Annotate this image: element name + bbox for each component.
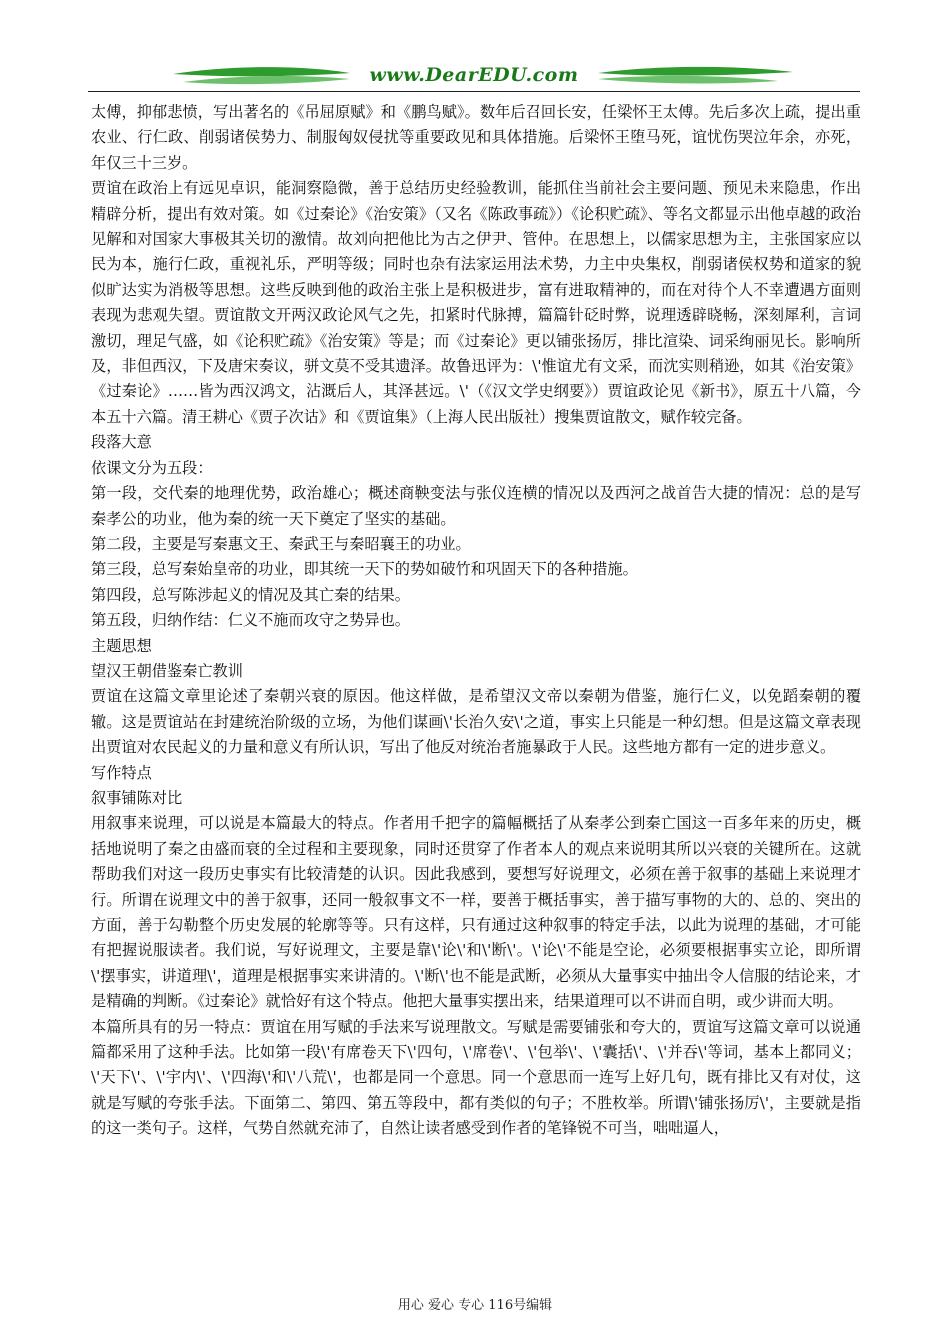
subheading: 望汉王朝借鉴秦亡教训 — [91, 661, 243, 680]
page-header — [88, 60, 860, 94]
paragraph: 第四段，总写陈涉起义的情况及其亡秦的结果。 — [91, 585, 410, 604]
document-body — [91, 100, 861, 1142]
section-heading: 写作特点 — [91, 763, 152, 782]
paragraph: 贾谊在这篇文章里论述了秦朝兴衰的原因。他这样做，是希望汉文帝以秦朝为借鉴，施行仁义，以免蹈秦朝的覆辙。这是贾谊站在封建统治阶级的立场，为他们谋画\'长治久安\'之道，事实上只能是一种幻想。但是这篇文章表现出贾谊对农民起义的力量和意义有所认识，写出了他反对统治者施暴政于人民。这些地方都有一定的进步意义。 — [91, 687, 861, 757]
paragraph: 第一段，交代秦的地理优势，政治雄心；概述商鞅变法与张仪连横的情况以及西河之战首告大捷的情况：总的是写秦孝公的功业，他为秦的统一天下奠定了坚实的基础。 — [91, 484, 861, 528]
paragraph: 第二段，主要是写秦惠文王、秦武王与秦昭襄王的功业。 — [91, 534, 471, 553]
header-rule — [88, 91, 860, 92]
page-footer: 用心 爱心 专心 116号编辑 — [397, 1298, 553, 1313]
paragraph: 贾谊在政治上有远见卓识，能洞察隐微，善于总结历史经验教训，能抓住当前社会主要问题、预见未来隐患，作出精辟分析，提出有效对策。如《过秦论》《治安策》（又名《陈政事疏》）《论积贮疏》、等名文都显示出他卓越的政治见解和对国家大事极其关切的激情。故刘向把他比为古之伊尹、管仲。在思想上，以儒家思想为主，主张国家应以民为本，施行仁政，重视礼乐，严明等级；同时也杂有法家运用法术势，力主中央集权，削弱诸侯权势和道家的貌似旷达实为消极等思想。这些反映到他的政治主张上是积极进步，富有进取精神的，而在对待个人不幸遭遇方面则表现为悲观失望。贾谊散文开两汉政论风气之先，扣紧时代脉搏，篇篇针砭时弊，说理透辟晓畅，深刻犀利，言词激切，理足气盛，如《论积贮疏》《治安策》等是；而《过秦论》更以铺张扬厉，排比渲染、词采绚丽见长。影响所及，非但西汉，下及唐宋奏议，骈文莫不受其遗泽。故鲁迅评为：\'惟谊尤有文采，而沈实则稍逊，如其《治安策》《过秦论》……皆为西汉鸿文，沾溉后人，其泽甚远。\'（《汉文学史纲要》）贾谊政论见《新书》，原五十八篇，今本五十六篇。清王耕心《贾子次诂》和《贾谊集》（上海人民出版社）搜集贾谊散文，赋作较完备。 — [91, 179, 861, 426]
subheading: 叙事铺陈对比 — [91, 788, 183, 807]
section-heading: 段落大意 — [91, 433, 152, 452]
paragraph: 本篇所具有的另一特点：贾谊在用写赋的手法来写说理散文。写赋是需要铺张和夸大的，贾谊写这篇文章可以说通篇都采用了这种手法。比如第一段\'有席卷天下\'四句，\'席卷\'、\'包举\'、\'囊括\'、\'并吞\'等词，基本上都同义；\'天下\'、\'宇内\'、\'四海\'和\'八荒\'，也都是同一个意思。同一个意思而一连写上好几句，既有排比又有对仗，这就是写赋的夸张手法。下面第二、第四、第五等段中，都有类似的句子；不胜枚举。所谓\'铺张扬厉\'，主要就是指的这一类句子。这样，气势自然就充沛了，自然让读者感受到作者的笔锋锐不可当，咄咄逼人， — [91, 1017, 861, 1138]
paragraph: 用叙事来说理，可以说是本篇最大的特点。作者用千把字的篇幅概括了从秦孝公到秦亡国这一百多年来的历史，概括地说明了秦之由盛而衰的全过程和主要现象，同时还贯穿了作者本人的观点来说明其所以兴衰的关键所在。这就帮助我们对这一段历史事实有比较清楚的认识。因此我感到，要想写好说理文，必须在善于叙事的基础上来说理才行。所谓在说理文中的善于叙事，还同一般叙事文不一样，要善于概括事实，善于描写事物的大的、总的、突出的方面，善于勾勒整个历史发展的轮廓等等。只有这样，只有通过这种叙事的特定手法，以此为说理的基础，才可能有把握说服读者。我们说，写好说理文，主要是靠\'论\'和\'断\'。\'论\'不能是空论，必须要根据事实立论，即所谓\'摆事实，讲道理\'，道理是根据事实来讲清的。\'断\'也不能是武断，必须从大量事实中抽出令人信服的结论来，才是精确的判断。《过秦论》就恰好有这个特点。他把大量事实摆出来，结果道理可以不讲而自明，或少讲而大明。 — [91, 814, 861, 1011]
section-heading: 主题思想 — [91, 636, 152, 655]
site-logo-text: www.DearEDU.com — [369, 64, 579, 86]
paragraph: 第五段，归纳作结：仁义不施而攻守之势异也。 — [91, 611, 410, 630]
paragraph: 太傅，抑郁悲愤，写出著名的《吊屈原赋》和《鹏鸟赋》。数年后召回长安，任梁怀王太傅。先后多次上疏，提出重农业、行仁政、削弱诸侯势力、制服匈奴侵扰等重要政见和具体措施。后梁怀王堕马死，谊忧伤哭泣年余，亦死，年仅三十三岁。 — [91, 103, 861, 172]
paragraph: 第三段，总写秦始皇帝的功业，即其统一天下的势如破竹和巩固天下的各种措施。 — [91, 560, 638, 579]
paragraph: 依课文分为五段： — [91, 458, 213, 477]
